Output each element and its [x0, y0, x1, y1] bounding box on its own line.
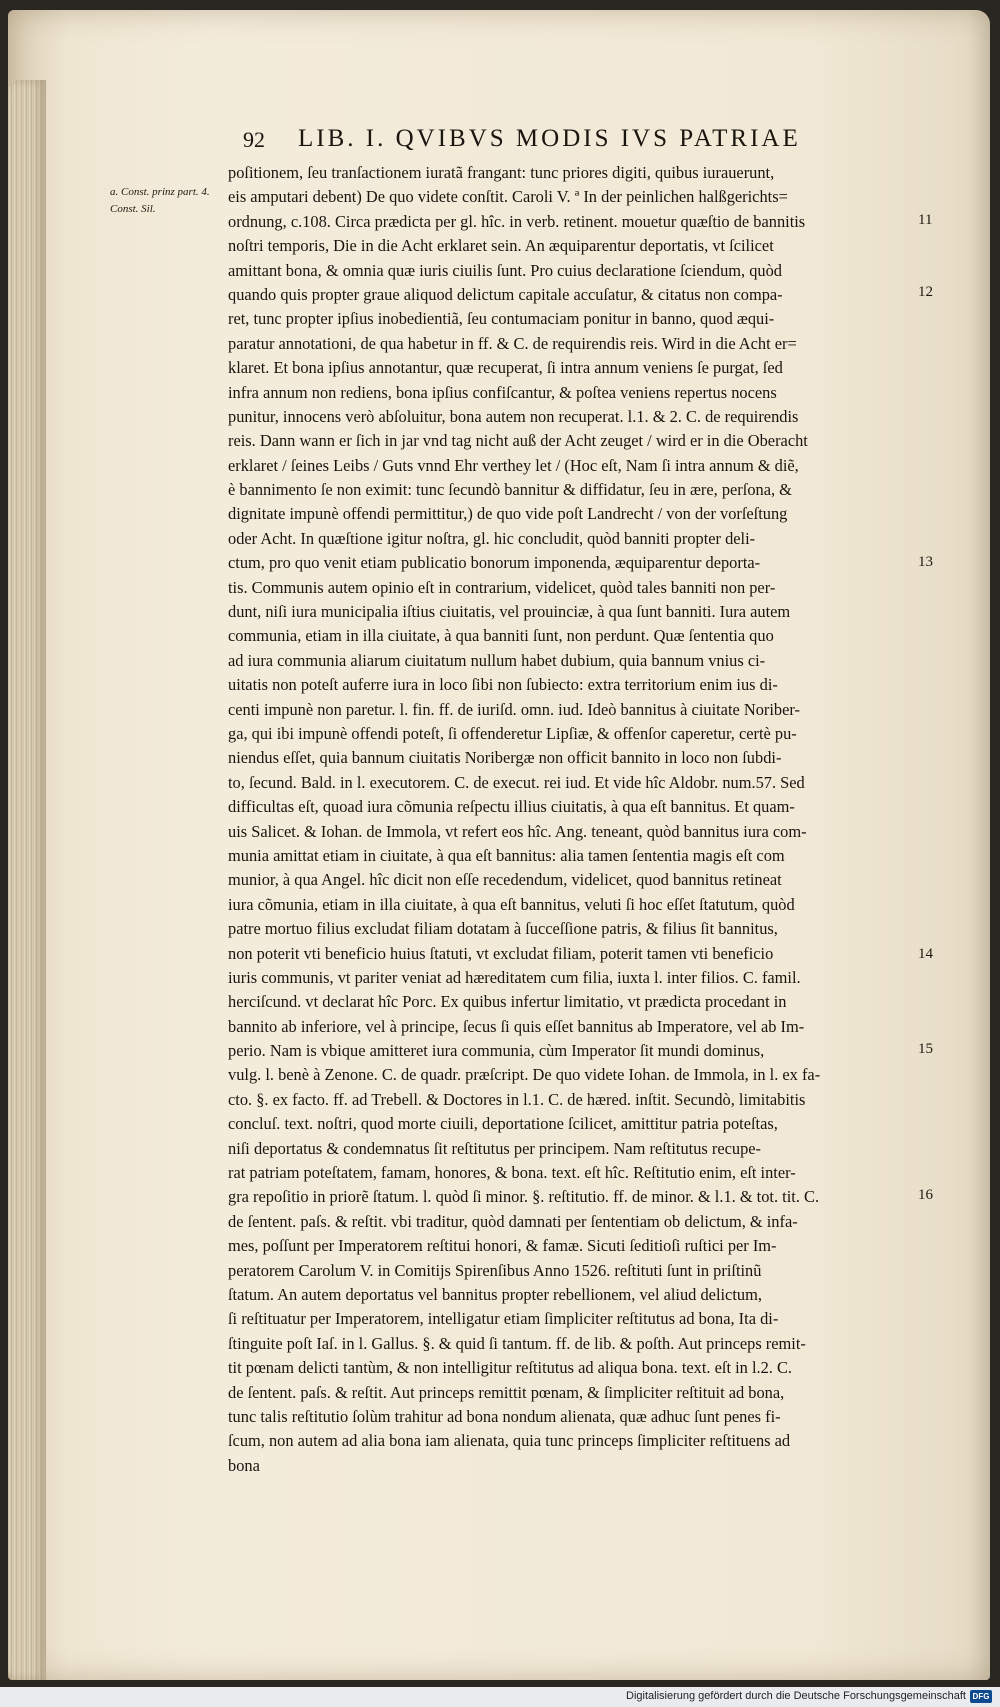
text-line: ſtatum. An autem deportatus vel bannitus propter rebellionem, vel aliud delictum,	[228, 1284, 762, 1304]
text-line: concluſ. text. noſtri, quod morte ciuili, deportatione ſcilicet, amittitur patria poteſtas,	[228, 1114, 778, 1134]
text-line: ſcum, non autem ad alia bona iam alienata, quia tunc princeps ſimpliciter reſtituens ad	[228, 1431, 791, 1451]
text-line: communia, etiam in illa ciuitate, à qua banniti ſunt, non perdunt. Quæ ſententia quo	[228, 626, 774, 646]
line-number: 11	[918, 212, 933, 228]
text-line: ſi reſtituatur per Imperatorem, intelligatur etiam ſimpliciter reſtitutus ad bona, Ita di-	[228, 1309, 779, 1329]
text-line: non poterit vti beneficio huius ſtatuti, vt excludat filiam, poterit tamen vti beneficio	[228, 943, 774, 963]
text-line: peratorem Carolum V. in Comitijs Spirenſibus Anno 1526. reſtituti ſunt in priſtinũ	[228, 1260, 762, 1280]
text-line: to, ſecund. Bald. in l. executorem. C. de execut. rei iud. Et vide hîc Aldobr. num.57. Sed	[228, 772, 805, 792]
text-line: mes, poſſunt per Imperatorem reſtitui honori, & famæ. Sicuti ſeditioſi ruſtici per Im-	[228, 1236, 777, 1256]
text-line: eis amputari debent) De quo videte conſtit. Caroli V. ª In der peinlichen halßgerichts=	[228, 187, 788, 207]
main-text	[228, 161, 918, 1478]
line-number: 16	[918, 1187, 933, 1203]
text-line: de ſentent. paſs. & reſtit. vbi traditur, quòd damnati per ſententiam ob delictum, & infa-	[228, 1211, 798, 1231]
footer-credit: Digitalisierung gefördert durch die Deutsche Forschungsgemeinschaft	[626, 1690, 966, 1702]
line-number: 14	[918, 946, 933, 962]
text-line: reis. Dann wann er ſich in jar vnd tag nicht auß der Acht zeuget / wird er in die Oberacht	[228, 431, 808, 451]
text-line: iuris communis, vt pariter veniat ad hæreditatem cum filia, iuxta l. inter filios. C. famil.	[228, 967, 801, 987]
text-line: tis. Communis autem opinio eſt in contrarium, videlicet, quòd tales banniti non per-	[228, 577, 776, 597]
text-line: ad iura communia aliarum ciuitatum nullum habet dubium, quia bannum vnius ci-	[228, 650, 766, 670]
text-line: erklaret / ſeines Leibs / Guts vnnd Ehr verthey let / (Hoc eſt, Nam ſi intra annum & diẽ,	[228, 455, 799, 475]
text-line: cto. §. ex facto. ff. ad Trebell. & Doctores in l.1. C. de hæred. inſtit. Secundò, limitabitis	[228, 1089, 806, 1109]
margin-note: a. Const. prinz part. 4.	[110, 186, 210, 198]
page-number: 92	[243, 127, 265, 152]
text-line: uitatis non poteſt auferre iura in loco ſibi non ſubiecto: extra territorium enim ius di-	[228, 675, 778, 695]
text-line: de ſentent. paſs. & reſtit. Aut princeps remittit pœnam, & ſimpliciter reſtituit ad bona,	[228, 1382, 785, 1402]
line-number: 15	[918, 1041, 933, 1057]
text-line: ctum, pro quo venit etiam publicatio bonorum imponenda, æquiparentur deporta-	[228, 553, 761, 573]
running-title: LIB. I. QVIBVS MODIS IVS PATRIAE	[298, 125, 801, 152]
text-line: iura cõmunia, etiam in illa ciuitate, à qua eſt bannitus, veluti ſi hoc eſſet ſtatutum, quòd	[228, 894, 795, 914]
text-line: quando quis propter graue aliquod delictum capitale accuſatur, & citatus non compa-	[228, 284, 783, 304]
margin-note: Const. Sil.	[110, 203, 156, 215]
text-line: infra annum non rediens, bona ipſius confiſcantur, & poſtea veniens repertus nocens	[228, 382, 777, 402]
text-line: tunc talis reſtitutio ſolùm trahitur ad bona nondum alienata, quæ adhuc ſunt penes fi-	[228, 1406, 781, 1426]
line-number: 12	[918, 284, 933, 300]
page-header	[243, 121, 823, 161]
text-line: ret, tunc propter ipſius inobedientiã, ſeu contumaciam ponitur in banno, quod æqui-	[228, 309, 775, 329]
text-line: niſi deportatus & condemnatus ſit reſtitutus per principem. Nam reſtitutus recupe-	[228, 1138, 762, 1158]
text-line: oder Acht. In quæſtione igitur noſtra, gl. hic concludit, quòd banniti propter deli-	[228, 528, 756, 548]
text-line: munia amittat etiam in ciuitate, à qua eſt bannitus: alia tamen ſententia magis eſt com	[228, 845, 785, 865]
text-line: tit pœnam delicti tantùm, & non intelligitur reſtitutus ad aliqua bona. text. eſt in l.2. C.	[228, 1358, 793, 1378]
footer-bar	[0, 1687, 1000, 1707]
text-line: vulg. l. benè à Zenone. C. de quadr. præſcript. De quo videte Iohan. de Immola, in l. ex fa-	[228, 1065, 821, 1085]
text-line: amittant bona, & omnia quæ iuris ciuilis ſunt. Pro cuius declaratione ſciendum, quòd	[228, 260, 783, 280]
text-line: ſtinguite poſt Iaſ. in l. Gallus. §. & quid ſi tantum. ff. de lib. & poſth. Aut princeps remit-	[228, 1333, 806, 1353]
text-line: patre mortuo filius excludat filiam dotatam à ſucceſſione patris, & filius ſit bannitus,	[228, 919, 778, 939]
text-line: munior, à qua Angel. hîc dicit non eſſe recedendum, videlicet, quod bannitus retineat	[228, 870, 782, 890]
text-line: ordnung, c.108. Circa prædicta per gl. hîc. in verb. retinent. mouetur quæſtio de bannitis	[228, 211, 806, 231]
text-line: klaret. Et bona ipſius annotantur, quæ recuperat, ſi intra annum veniens ſe purgat, ſed	[228, 358, 783, 378]
text-line: niendus eſſet, quia bannum ciuitatis Noribergæ non officit bannito in loco non ſubdi-	[228, 748, 782, 768]
text-line: uis Salicet. & Iohan. de Immola, vt refert eos hîc. Ang. teneant, quòd bannitus iura com-	[228, 821, 807, 841]
text-line: bona	[228, 1455, 260, 1475]
text-line: paratur annotationi, de qua habetur in ff. & C. de requirendis reis. Wird in die Acht er=	[228, 333, 797, 353]
dfg-logo-icon: DFG	[970, 1690, 992, 1703]
text-line: ga, qui ibi impunè offendi poteſt, ſi offenderetur Lipſiæ, & offenſor caperetur, certè pu-	[228, 723, 797, 743]
text-line: poſitionem, ſeu tranſactionem iuratã frangant: tunc priores digiti, quibus iurauerunt,	[228, 163, 775, 182]
text-line: difficultas eſt, quoad iura cõmunia reſpectu illius ciuitatis, à qua eſt bannitus. Et quam-	[228, 797, 795, 817]
page-edge	[8, 80, 46, 1680]
text-line: centi impunè non paretur. l. fin. ff. de iuriſd. omn. iud. Ideò bannitus à ciuitate Noriber-	[228, 699, 800, 719]
text-line: noſtri temporis, Die in die Acht erklaret sein. An æquiparentur deportatis, vt ſcilicet	[228, 236, 774, 256]
text-line: rat patriam poteſtatem, famam, honores, & bona. text. eſt hîc. Reſtitutio enim, eſt inter-	[228, 1163, 796, 1183]
text-line: bannito ab inferiore, vel à principe, ſecus ſi quis eſſet bannitus ab Imperatore, vel ab Im-	[228, 1016, 805, 1036]
text-line: è bannimento ſe non eximit: tunc ſecundò bannitur & diffidatur, ſeu in ære, perſona, &	[228, 480, 792, 500]
text-line: dignitate impunè offendi permittitur,) de quo vide poſt Landrecht / von der vorſeſtung	[228, 504, 788, 524]
text-line: herciſcund. vt declarat hîc Porc. Ex quibus infertur limitatio, vt prædicta procedant in	[228, 992, 787, 1012]
text-line: gra repoſitio in priorẽ ſtatum. l. quòd ſi minor. §. reſtitutio. ff. de minor. & l.1. & tot. tit. C.	[228, 1187, 820, 1207]
text-line: dunt, niſi iura municipalia iſtius ciuitatis, vel prouinciæ, à qua ſunt banniti. Iura autem	[228, 602, 791, 622]
line-number: 13	[918, 554, 933, 570]
text-line: perio. Nam is vbique amitteret iura communia, cùm Imperator ſit mundi dominus,	[228, 1041, 765, 1061]
text-line: punitur, innocens verò abſoluitur, bona autem non recuperat. l.1. & 2. C. de requirendis	[228, 406, 799, 426]
